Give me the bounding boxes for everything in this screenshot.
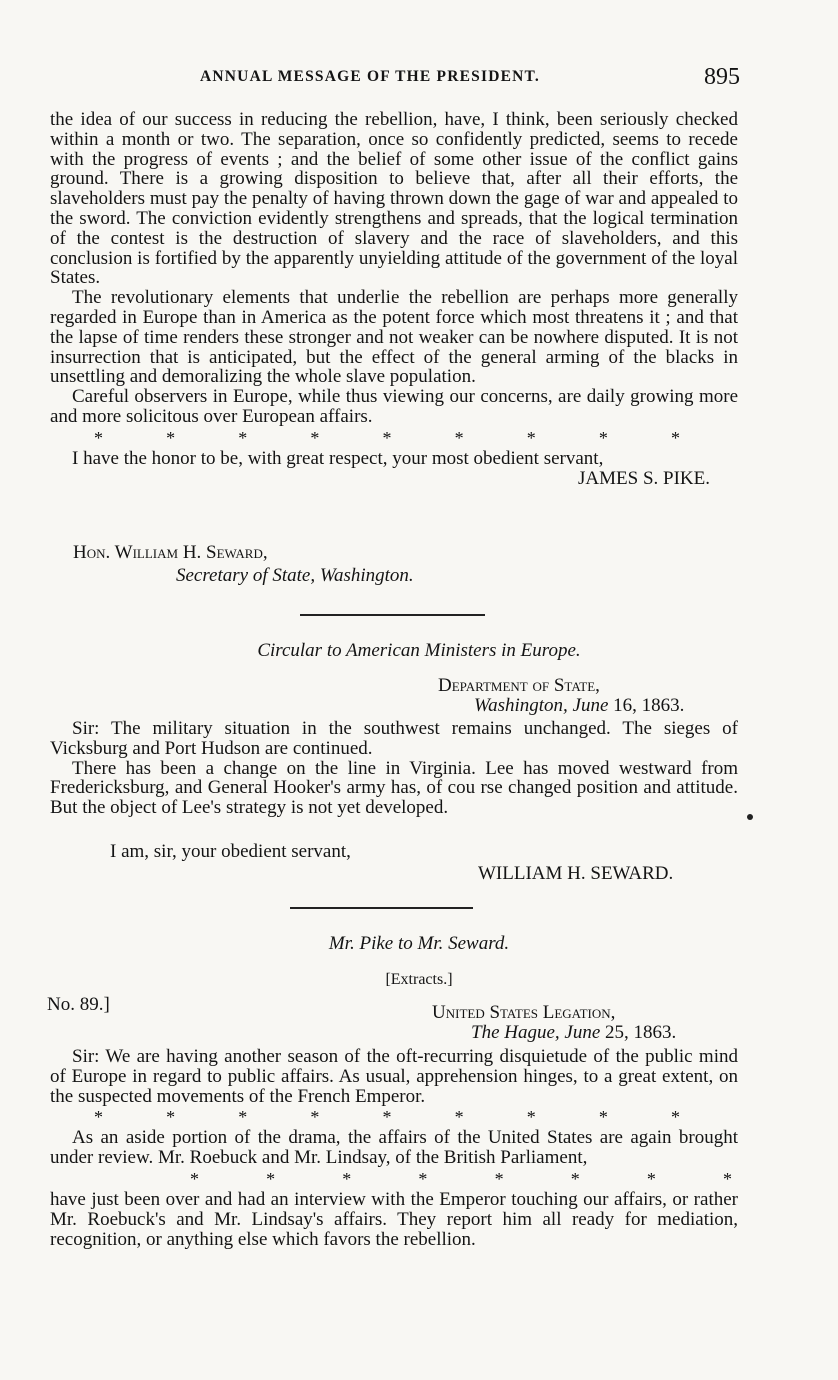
closing-line: I have the honor to be, with great respect, your most obedient servant, xyxy=(72,447,604,469)
section-title: Mr. Pike to Mr. Seward. xyxy=(328,933,510,954)
paragraph: Sir: The military situation in the southwest remains unchanged. The sieges of Vicksburg and Port Hudson are continued. xyxy=(50,718,738,759)
dispatch-body xyxy=(50,1047,738,1249)
signature: JAMES S. PIKE. xyxy=(578,467,710,489)
paragraph: have just been over and had an interview with the Emperor touching our affairs, or rather Mr. Roebuck's and Mr. Lindsay's affairs. They report him all ready for mediation, recognition, or anything else which favors the rebellion. xyxy=(50,1188,738,1250)
addressee: Hon. William H. Seward, xyxy=(73,542,268,563)
circular-body xyxy=(50,719,738,818)
closing-line: I am, sir, your obedient servant, xyxy=(110,841,351,862)
section-divider xyxy=(290,907,473,909)
signature: WILLIAM H. SEWARD. xyxy=(478,863,674,884)
place-date: The Hague, June 25, 1863. xyxy=(471,1022,677,1043)
sender-department: Department of State, xyxy=(438,675,600,696)
dispatch-number: No. 89.] xyxy=(47,994,110,1015)
addressee-title: Secretary of State, Washington. xyxy=(176,565,414,586)
running-head: ANNUAL MESSAGE OF THE PRESIDENT. xyxy=(200,68,540,85)
section-title: Circular to American Ministers in Europe. xyxy=(257,640,581,661)
page-number: 895 xyxy=(704,64,740,90)
sender-legation: United States Legation, xyxy=(432,1002,616,1023)
paragraph: the idea of our success in reducing the rebellion, have, I think, been seriously checked within a month or two. The separation, once so confidently predicted, seems to recede with the progress of events ; and the belief of some other issue of the conflict gains ground. There is a growing disposition to believe that, after all their efforts, the slaveholders must pay the penalty of having thrown down the gage of war and appealed to the sword. The conviction evidently strengthens and spreads, that the logical termination of the contest is the destruction of slavery and the race of slaveholders, and this conclusion is fortified by the apparently unyielding attitude of the government of the loyal States. xyxy=(50,109,738,289)
paragraph: Careful observers in Europe, while thus viewing our concerns, are daily growing more and more solicitous over European affairs. xyxy=(50,386,738,427)
ellipsis-stars: * * * * * * * * * xyxy=(94,427,680,448)
section-divider xyxy=(300,614,485,616)
paragraph: As an aside portion of the drama, the affairs of the United States are again brought under review. Mr. Roebuck and Mr. Lindsay, of the British Parliament, xyxy=(50,1127,738,1169)
ink-speck xyxy=(747,814,753,820)
extracts-note: [Extracts.] xyxy=(385,971,453,988)
paragraph: There has been a change on the line in Virginia. Lee has moved westward from Fredericksburg, and General Hooker's army has, of cou rse changed position and attitude. But the object of Lee's strategy is not yet developed. xyxy=(50,757,738,819)
place-date: Washington, June 16, 1863. xyxy=(474,695,685,716)
ellipsis-stars: * * * * * * * * * xyxy=(94,1107,680,1128)
letter-continuation xyxy=(50,110,738,488)
paragraph: The revolutionary elements that underlie the rebellion are perhaps more generally regarded in Europe than in America as the potent force which most threatens it ; and that the lapse of time renders these stronger and not weaker can be nowhere disputed. It is not insurrection that is anticipated, but the effect of the general arming of the blacks in unsettling and demoralizing the whole slave population. xyxy=(50,287,738,388)
page-header xyxy=(50,64,740,98)
ellipsis-stars: * * * * * * * * xyxy=(190,1168,732,1189)
paragraph: Sir: We are having another season of the oft-recurring disquietude of the public mind of Europe in regard to public affairs. As usual, apprehension hinges, to a great extent, on the suspected movements of the French Emperor. xyxy=(50,1046,738,1107)
